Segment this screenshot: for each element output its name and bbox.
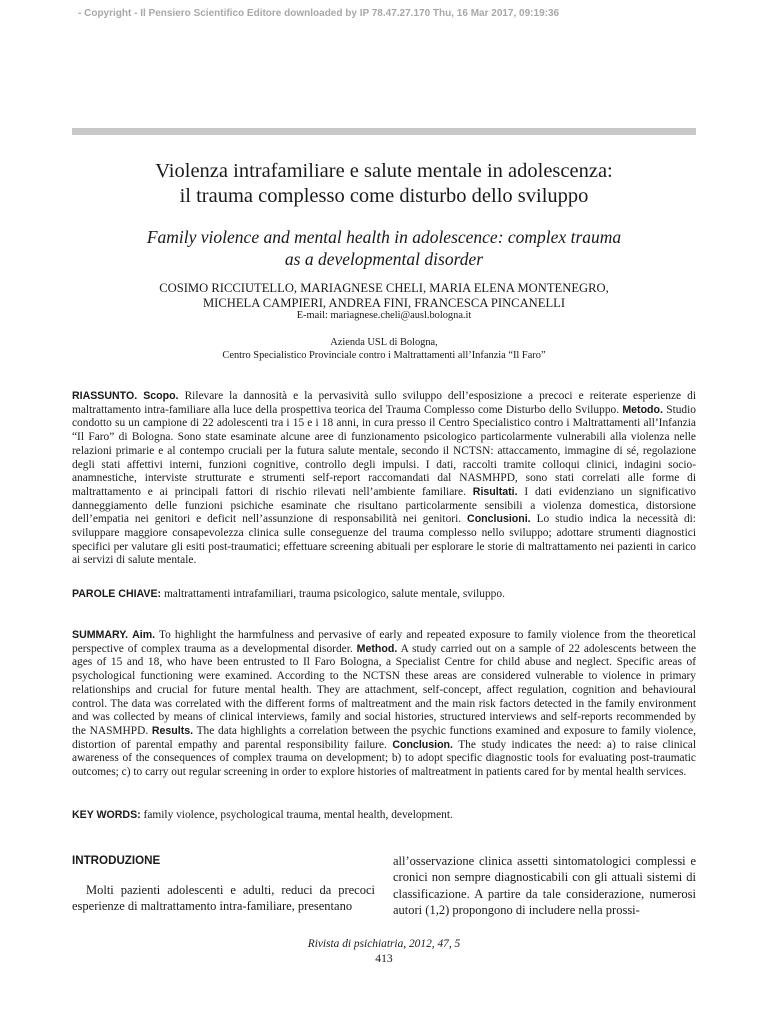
risultati-label: Risultati.	[472, 485, 518, 498]
scopo-text: Rilevare la dannosità e la pervasività sullo sviluppo dell’esposizione a precoci e reiterate esperienze di maltrattamento intra-familiare alla luce della prospettiva teorica del Trauma Complesso come Disturbo dello Sviluppo.	[72, 390, 696, 416]
affiliation-line-1: Azienda USL di Bologna,	[330, 337, 438, 348]
aim-label: Aim.	[132, 629, 156, 641]
article-title	[72, 159, 696, 209]
author-list	[72, 281, 696, 311]
risultati-text: I dati evidenziano un significativo danneggiamento delle funzioni psichiche esaminate che risultano particolarmente sensibili a violenza domestica, distorsione dell’empatia nei genitori e deficit nell’assunzione di responsabilità nei genitori.	[72, 485, 696, 526]
subtitle-line-2: as a developmental disorder	[284, 249, 484, 269]
affiliation	[72, 336, 696, 362]
method-label: Method.	[356, 642, 398, 655]
riassunto-abstract	[72, 390, 696, 568]
body-column-left	[72, 853, 375, 915]
riassunto-label: RIASSUNTO.	[72, 390, 138, 402]
parole-chiave-text: maltrattamenti intrafamiliari, trauma psicologico, salute mentale, sviluppo.	[163, 588, 505, 600]
summary-label: SUMMARY.	[72, 629, 129, 641]
parole-chiave	[72, 588, 696, 602]
key-words-label: KEY WORDS:	[72, 809, 141, 821]
results-text: The data highlights a correlation between the psychic functions examined and exposure to family violence, distortion of parental empathy and parental responsibility failure.	[72, 724, 696, 751]
metodo-label: Metodo.	[622, 403, 663, 416]
summary-abstract	[72, 629, 696, 780]
authors-line-2: MICHELA CAMPIERI, ANDREA FINI, FRANCESCA PINCANELLI	[202, 296, 566, 310]
key-words	[72, 809, 696, 823]
metodo-text: Studio condotto su un campione di 22 adolescenti tra i 15 e i 18 anni, in cura presso il Centro Specialistico contro i Maltrattamenti all’Infanzia “Il Faro” di Bologna. Sono state esaminate alcune aree di funzionamento psicologico particolarmente vulnerabili alla violenza nelle relazioni primarie e al contempo cruciali per la futura salute mentale, secondo il NCTSN: attaccamento, immagine di sé, regolazione degli stati affettivi interni, funzioni cognitive, controllo degli impulsi. I dati, raccolti tramite colloqui clinici, indagini socio-anamnestiche, interviste strutturate e strumenti self-report raccomandati dal NASMHPD, sono stati correlati alle forme di maltrattamento e ai principali fattori di rischio rilevati nell’ambiente familiare.	[72, 403, 696, 498]
authors-line-1: COSIMO RICCIUTELLO, MARIAGNESE CHELI, MARIA ELENA MONTENEGRO,	[159, 281, 609, 295]
results-label: Results.	[151, 724, 194, 737]
journal-citation: Rivista di psichiatria, 2012, 47, 5	[307, 938, 461, 950]
copyright-notice: - Copyright - Il Pensiero Scientifico Editore downloaded by IP 78.47.27.170 Thu, 16 Mar 2017, 09:19:36	[78, 8, 560, 19]
page-number: 413	[375, 952, 393, 965]
method-text: A study carried out on a sample of 22 adolescents between the ages of 15 and 18, who have been entrusted to Il Faro Bologna, a Specialist Centre for child abuse and neglect. Specific areas of psychological functioning were examined. According to the NCTSN these areas are considered vulnerable to violence in primary relationships and crucial for future mental health. They are attachment, self-concept, affect regulation, cognition and behavioural control. The data was correlated with the different forms of maltreatment and the main risk factors detected in the family environment and was collected by means of clinical interviews, family and social histories, structured interviews and self-reports recommended by the NASMHPD.	[72, 642, 697, 737]
key-words-text: family violence, psychological trauma, mental health, development.	[143, 809, 453, 821]
parole-chiave-label: PAROLE CHIAVE:	[72, 588, 162, 600]
body-column-right	[393, 853, 696, 919]
conclusioni-label: Conclusioni.	[467, 513, 531, 526]
subtitle-line-1: Family violence and mental health in adolescence: complex trauma	[146, 227, 622, 247]
conclusion-text: The study indicates the need: a) to raise clinical awareness of the consequences of complex trauma on development; b) to adopt specific diagnostic tools for evaluating post-traumatic outcomes; c) to carry out regular screening in order to explore histories of maltreatment in patients cared for by mental health services.	[72, 738, 696, 779]
article-subtitle-english	[72, 226, 696, 270]
body-paragraph-left: Molti pazienti adolescenti e adulti, reduci da precoci esperienze di maltrattamento intra-familiare, presentano	[72, 883, 375, 914]
conclusion-label: Conclusion.	[392, 738, 453, 751]
contact-email: E-mail: mariagnese.cheli@ausl.bologna.it	[296, 310, 472, 321]
aim-text: To highlight the harmfulness and pervasive of early and repeated exposure to family violence from the theoretical perspective of complex trauma as a developmental disorder.	[72, 629, 696, 655]
conclusioni-text: Lo studio indica la necessità di: sviluppare maggiore consapevolezza clinica sulle conseguenze del trauma complesso nello sviluppo; adottare strumenti diagnostici specifici per valutare gli esiti post-traumatici; effettuare screening abituali per esplorare le storie di maltrattamento nei pazienti in carico ai servizi di salute mentale.	[72, 513, 696, 567]
title-line-2: il trauma complesso come disturbo dello sviluppo	[179, 185, 589, 207]
section-heading-introduzione: INTRODUZIONE	[72, 854, 161, 867]
title-line-1: Violenza intrafamiliare e salute mentale in adolescenza:	[155, 160, 613, 182]
header-rule	[72, 128, 696, 135]
scopo-label: Scopo.	[143, 390, 179, 402]
body-paragraph-right: all’osservazione clinica assetti sintomatologici complessi e cronici non sempre diagnosticabili con gli attuali sistemi di classificazione. A partire da tale considerazione, numerosi autori (1,2) propongono di includere nella prossi-	[393, 854, 696, 918]
affiliation-line-2: Centro Specialistico Provinciale contro i Maltrattamenti all’Infanzia “Il Faro”	[222, 350, 546, 361]
